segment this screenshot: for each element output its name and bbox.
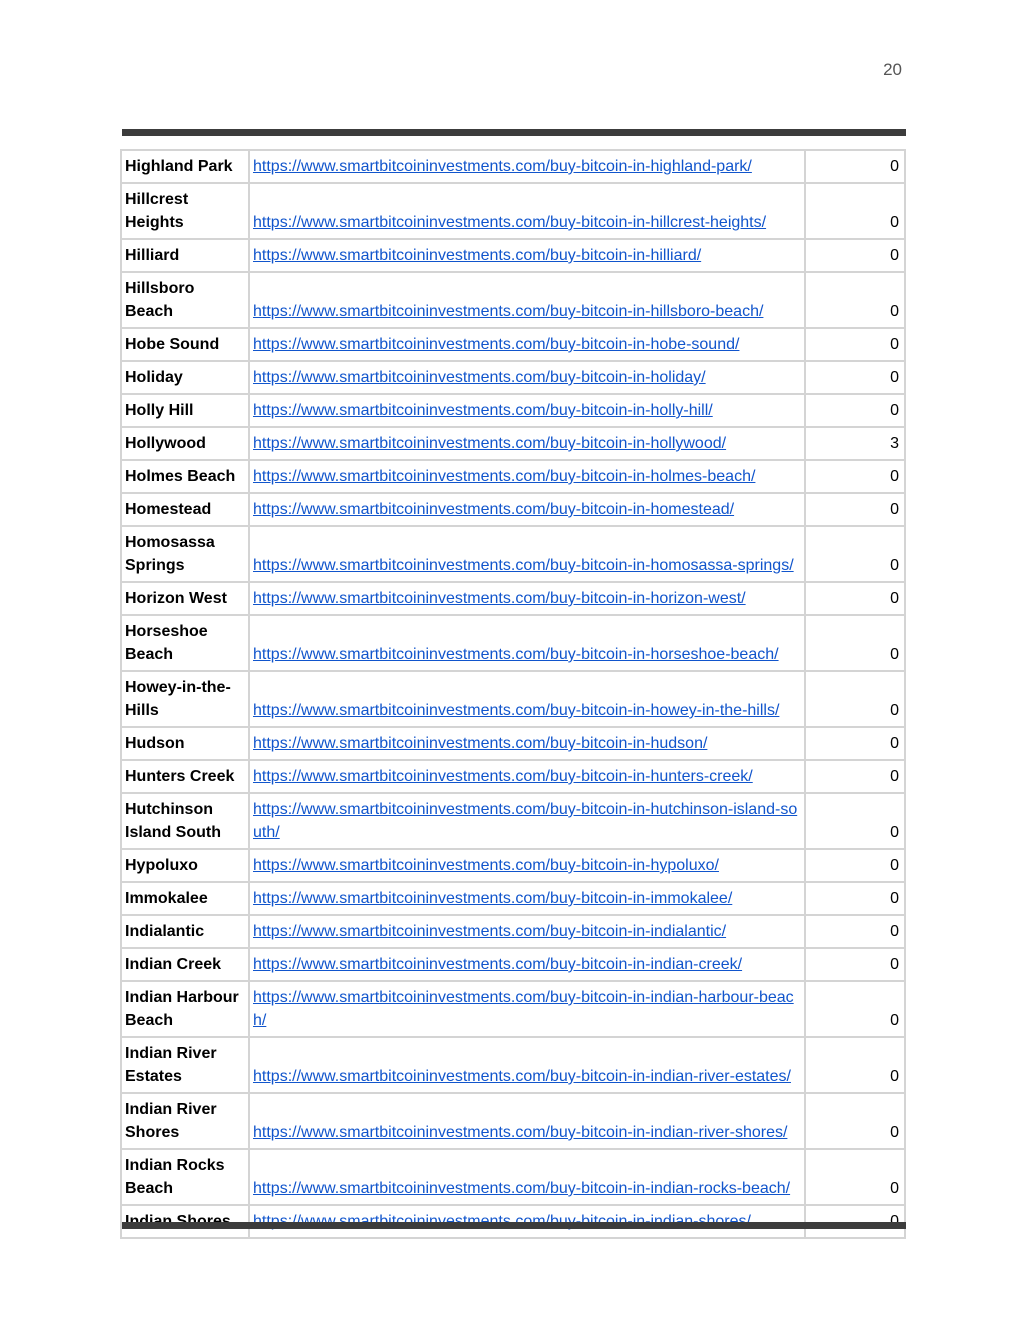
count-cell: 0 bbox=[805, 882, 905, 915]
count-cell: 0 bbox=[805, 760, 905, 793]
city-name-cell: Highland Park bbox=[121, 150, 249, 183]
city-url-link[interactable]: https://www.smartbitcoininvestments.com/buy-bitcoin-in-highland-park/ bbox=[253, 158, 752, 175]
city-name-cell: Homosassa Springs bbox=[121, 526, 249, 582]
count-cell: 0 bbox=[805, 239, 905, 272]
table-row bbox=[121, 272, 905, 328]
city-url-link[interactable]: https://www.smartbitcoininvestments.com/buy-bitcoin-in-hillcrest-heights/ bbox=[253, 214, 767, 231]
city-name-cell: Holly Hill bbox=[121, 394, 249, 427]
city-name-cell: Hunters Creek bbox=[121, 760, 249, 793]
city-url-link[interactable]: https://www.smartbitcoininvestments.com/buy-bitcoin-in-horizon-west/ bbox=[253, 590, 746, 607]
url-cell bbox=[249, 727, 805, 760]
city-links-table bbox=[120, 149, 906, 1239]
city-url-link[interactable]: https://www.smartbitcoininvestments.com/buy-bitcoin-in-hollywood/ bbox=[253, 435, 727, 452]
city-url-link[interactable]: https://www.smartbitcoininvestments.com/buy-bitcoin-in-holmes-beach/ bbox=[253, 468, 756, 485]
city-url-link[interactable]: https://www.smartbitcoininvestments.com/buy-bitcoin-in-hunters-creek/ bbox=[253, 768, 753, 785]
count-cell: 0 bbox=[805, 582, 905, 615]
city-url-link[interactable]: https://www.smartbitcoininvestments.com/buy-bitcoin-in-holly-hill/ bbox=[253, 402, 713, 419]
table-row bbox=[121, 460, 905, 493]
city-url-link[interactable]: https://www.smartbitcoininvestments.com/buy-bitcoin-in-hudson/ bbox=[253, 735, 708, 752]
url-cell bbox=[249, 150, 805, 183]
count-cell: 3 bbox=[805, 427, 905, 460]
city-url-link[interactable]: https://www.smartbitcoininvestments.com/buy-bitcoin-in-hilliard/ bbox=[253, 247, 702, 264]
count-cell: 0 bbox=[805, 526, 905, 582]
count-cell: 0 bbox=[805, 849, 905, 882]
city-url-link[interactable]: https://www.smartbitcoininvestments.com/buy-bitcoin-in-indian-creek/ bbox=[253, 956, 743, 973]
city-name-cell: Hypoluxo bbox=[121, 849, 249, 882]
bottom-divider bbox=[122, 1222, 906, 1229]
city-url-link[interactable]: https://www.smartbitcoininvestments.com/buy-bitcoin-in-horseshoe-beach/ bbox=[253, 646, 779, 663]
url-cell bbox=[249, 915, 805, 948]
city-name-cell: Hutchinson Island South bbox=[121, 793, 249, 849]
count-cell: 0 bbox=[805, 671, 905, 727]
url-cell bbox=[249, 239, 805, 272]
table-row bbox=[121, 427, 905, 460]
top-divider bbox=[122, 129, 906, 136]
table-row bbox=[121, 849, 905, 882]
table-body bbox=[121, 150, 905, 1238]
city-url-link[interactable]: https://www.smartbitcoininvestments.com/buy-bitcoin-in-hutchinson-island-south/ bbox=[253, 801, 798, 841]
city-name-cell: Indian River Estates bbox=[121, 1037, 249, 1093]
table-row bbox=[121, 948, 905, 981]
table-row bbox=[121, 526, 905, 582]
city-name-cell: Indialantic bbox=[121, 915, 249, 948]
count-cell: 0 bbox=[805, 948, 905, 981]
table-row bbox=[121, 183, 905, 239]
table-row bbox=[121, 793, 905, 849]
city-name-cell: Horizon West bbox=[121, 582, 249, 615]
city-name-cell: Howey-in-the-Hills bbox=[121, 671, 249, 727]
url-cell bbox=[249, 328, 805, 361]
city-url-link[interactable]: https://www.smartbitcoininvestments.com/buy-bitcoin-in-indian-river-estates/ bbox=[253, 1068, 791, 1085]
city-name-cell: Immokalee bbox=[121, 882, 249, 915]
url-cell bbox=[249, 793, 805, 849]
city-url-link[interactable]: https://www.smartbitcoininvestments.com/buy-bitcoin-in-indian-rocks-beach/ bbox=[253, 1180, 791, 1197]
city-name-cell: Indian Rocks Beach bbox=[121, 1149, 249, 1205]
city-name-cell: Hillcrest Heights bbox=[121, 183, 249, 239]
url-cell bbox=[249, 1037, 805, 1093]
count-cell: 0 bbox=[805, 361, 905, 394]
city-name-cell: Hilliard bbox=[121, 239, 249, 272]
city-name-cell: Holmes Beach bbox=[121, 460, 249, 493]
table-row bbox=[121, 394, 905, 427]
table-row bbox=[121, 493, 905, 526]
table-row bbox=[121, 150, 905, 183]
city-url-link[interactable]: https://www.smartbitcoininvestments.com/buy-bitcoin-in-immokalee/ bbox=[253, 890, 733, 907]
city-url-link[interactable]: https://www.smartbitcoininvestments.com/buy-bitcoin-in-howey-in-the-hills/ bbox=[253, 702, 780, 719]
table-row bbox=[121, 239, 905, 272]
count-cell: 0 bbox=[805, 981, 905, 1037]
city-url-link[interactable]: https://www.smartbitcoininvestments.com/buy-bitcoin-in-indialantic/ bbox=[253, 923, 727, 940]
url-cell bbox=[249, 882, 805, 915]
count-cell: 0 bbox=[805, 915, 905, 948]
city-name-cell: Indian River Shores bbox=[121, 1093, 249, 1149]
city-name-cell: Hillsboro Beach bbox=[121, 272, 249, 328]
count-cell: 0 bbox=[805, 272, 905, 328]
url-cell bbox=[249, 615, 805, 671]
url-cell bbox=[249, 849, 805, 882]
table-row bbox=[121, 882, 905, 915]
url-cell bbox=[249, 760, 805, 793]
count-cell: 0 bbox=[805, 493, 905, 526]
url-cell bbox=[249, 361, 805, 394]
city-url-link[interactable]: https://www.smartbitcoininvestments.com/buy-bitcoin-in-indian-harbour-beach/ bbox=[253, 989, 794, 1029]
table-row bbox=[121, 582, 905, 615]
city-name-cell: Holiday bbox=[121, 361, 249, 394]
count-cell: 0 bbox=[805, 183, 905, 239]
table-row bbox=[121, 361, 905, 394]
table-row bbox=[121, 1149, 905, 1205]
city-url-link[interactable]: https://www.smartbitcoininvestments.com/buy-bitcoin-in-hobe-sound/ bbox=[253, 336, 740, 353]
count-cell: 0 bbox=[805, 793, 905, 849]
url-cell bbox=[249, 272, 805, 328]
url-cell bbox=[249, 493, 805, 526]
city-url-link[interactable]: https://www.smartbitcoininvestments.com/buy-bitcoin-in-indian-river-shores/ bbox=[253, 1124, 788, 1141]
page-number: 20 bbox=[883, 60, 902, 79]
city-name-cell: Indian Harbour Beach bbox=[121, 981, 249, 1037]
table-row bbox=[121, 328, 905, 361]
city-url-link[interactable]: https://www.smartbitcoininvestments.com/buy-bitcoin-in-holiday/ bbox=[253, 369, 706, 386]
url-cell bbox=[249, 948, 805, 981]
url-cell bbox=[249, 183, 805, 239]
table-row bbox=[121, 615, 905, 671]
url-cell bbox=[249, 1149, 805, 1205]
city-name-cell: Hobe Sound bbox=[121, 328, 249, 361]
url-cell bbox=[249, 460, 805, 493]
city-url-link[interactable]: https://www.smartbitcoininvestments.com/buy-bitcoin-in-homestead/ bbox=[253, 501, 735, 518]
city-name-cell: Horseshoe Beach bbox=[121, 615, 249, 671]
table-row bbox=[121, 981, 905, 1037]
count-cell: 0 bbox=[805, 328, 905, 361]
table-row bbox=[121, 1093, 905, 1149]
table-row bbox=[121, 915, 905, 948]
count-cell: 0 bbox=[805, 460, 905, 493]
table-row bbox=[121, 760, 905, 793]
city-name-cell: Hudson bbox=[121, 727, 249, 760]
city-name-cell: Homestead bbox=[121, 493, 249, 526]
table-row bbox=[121, 1037, 905, 1093]
city-url-link[interactable]: https://www.smartbitcoininvestments.com/buy-bitcoin-in-homosassa-springs/ bbox=[253, 557, 794, 574]
url-cell bbox=[249, 427, 805, 460]
count-cell: 0 bbox=[805, 394, 905, 427]
count-cell: 0 bbox=[805, 1149, 905, 1205]
count-cell: 0 bbox=[805, 1093, 905, 1149]
url-cell bbox=[249, 1093, 805, 1149]
count-cell: 0 bbox=[805, 150, 905, 183]
url-cell bbox=[249, 582, 805, 615]
city-url-link[interactable]: https://www.smartbitcoininvestments.com/buy-bitcoin-in-hillsboro-beach/ bbox=[253, 303, 764, 320]
count-cell: 0 bbox=[805, 1037, 905, 1093]
url-cell bbox=[249, 671, 805, 727]
url-cell bbox=[249, 394, 805, 427]
city-url-link[interactable]: https://www.smartbitcoininvestments.com/buy-bitcoin-in-hypoluxo/ bbox=[253, 857, 719, 874]
url-cell bbox=[249, 981, 805, 1037]
city-name-cell: Hollywood bbox=[121, 427, 249, 460]
table-row bbox=[121, 727, 905, 760]
count-cell: 0 bbox=[805, 727, 905, 760]
city-name-cell: Indian Creek bbox=[121, 948, 249, 981]
url-cell bbox=[249, 526, 805, 582]
table-row bbox=[121, 671, 905, 727]
count-cell: 0 bbox=[805, 615, 905, 671]
